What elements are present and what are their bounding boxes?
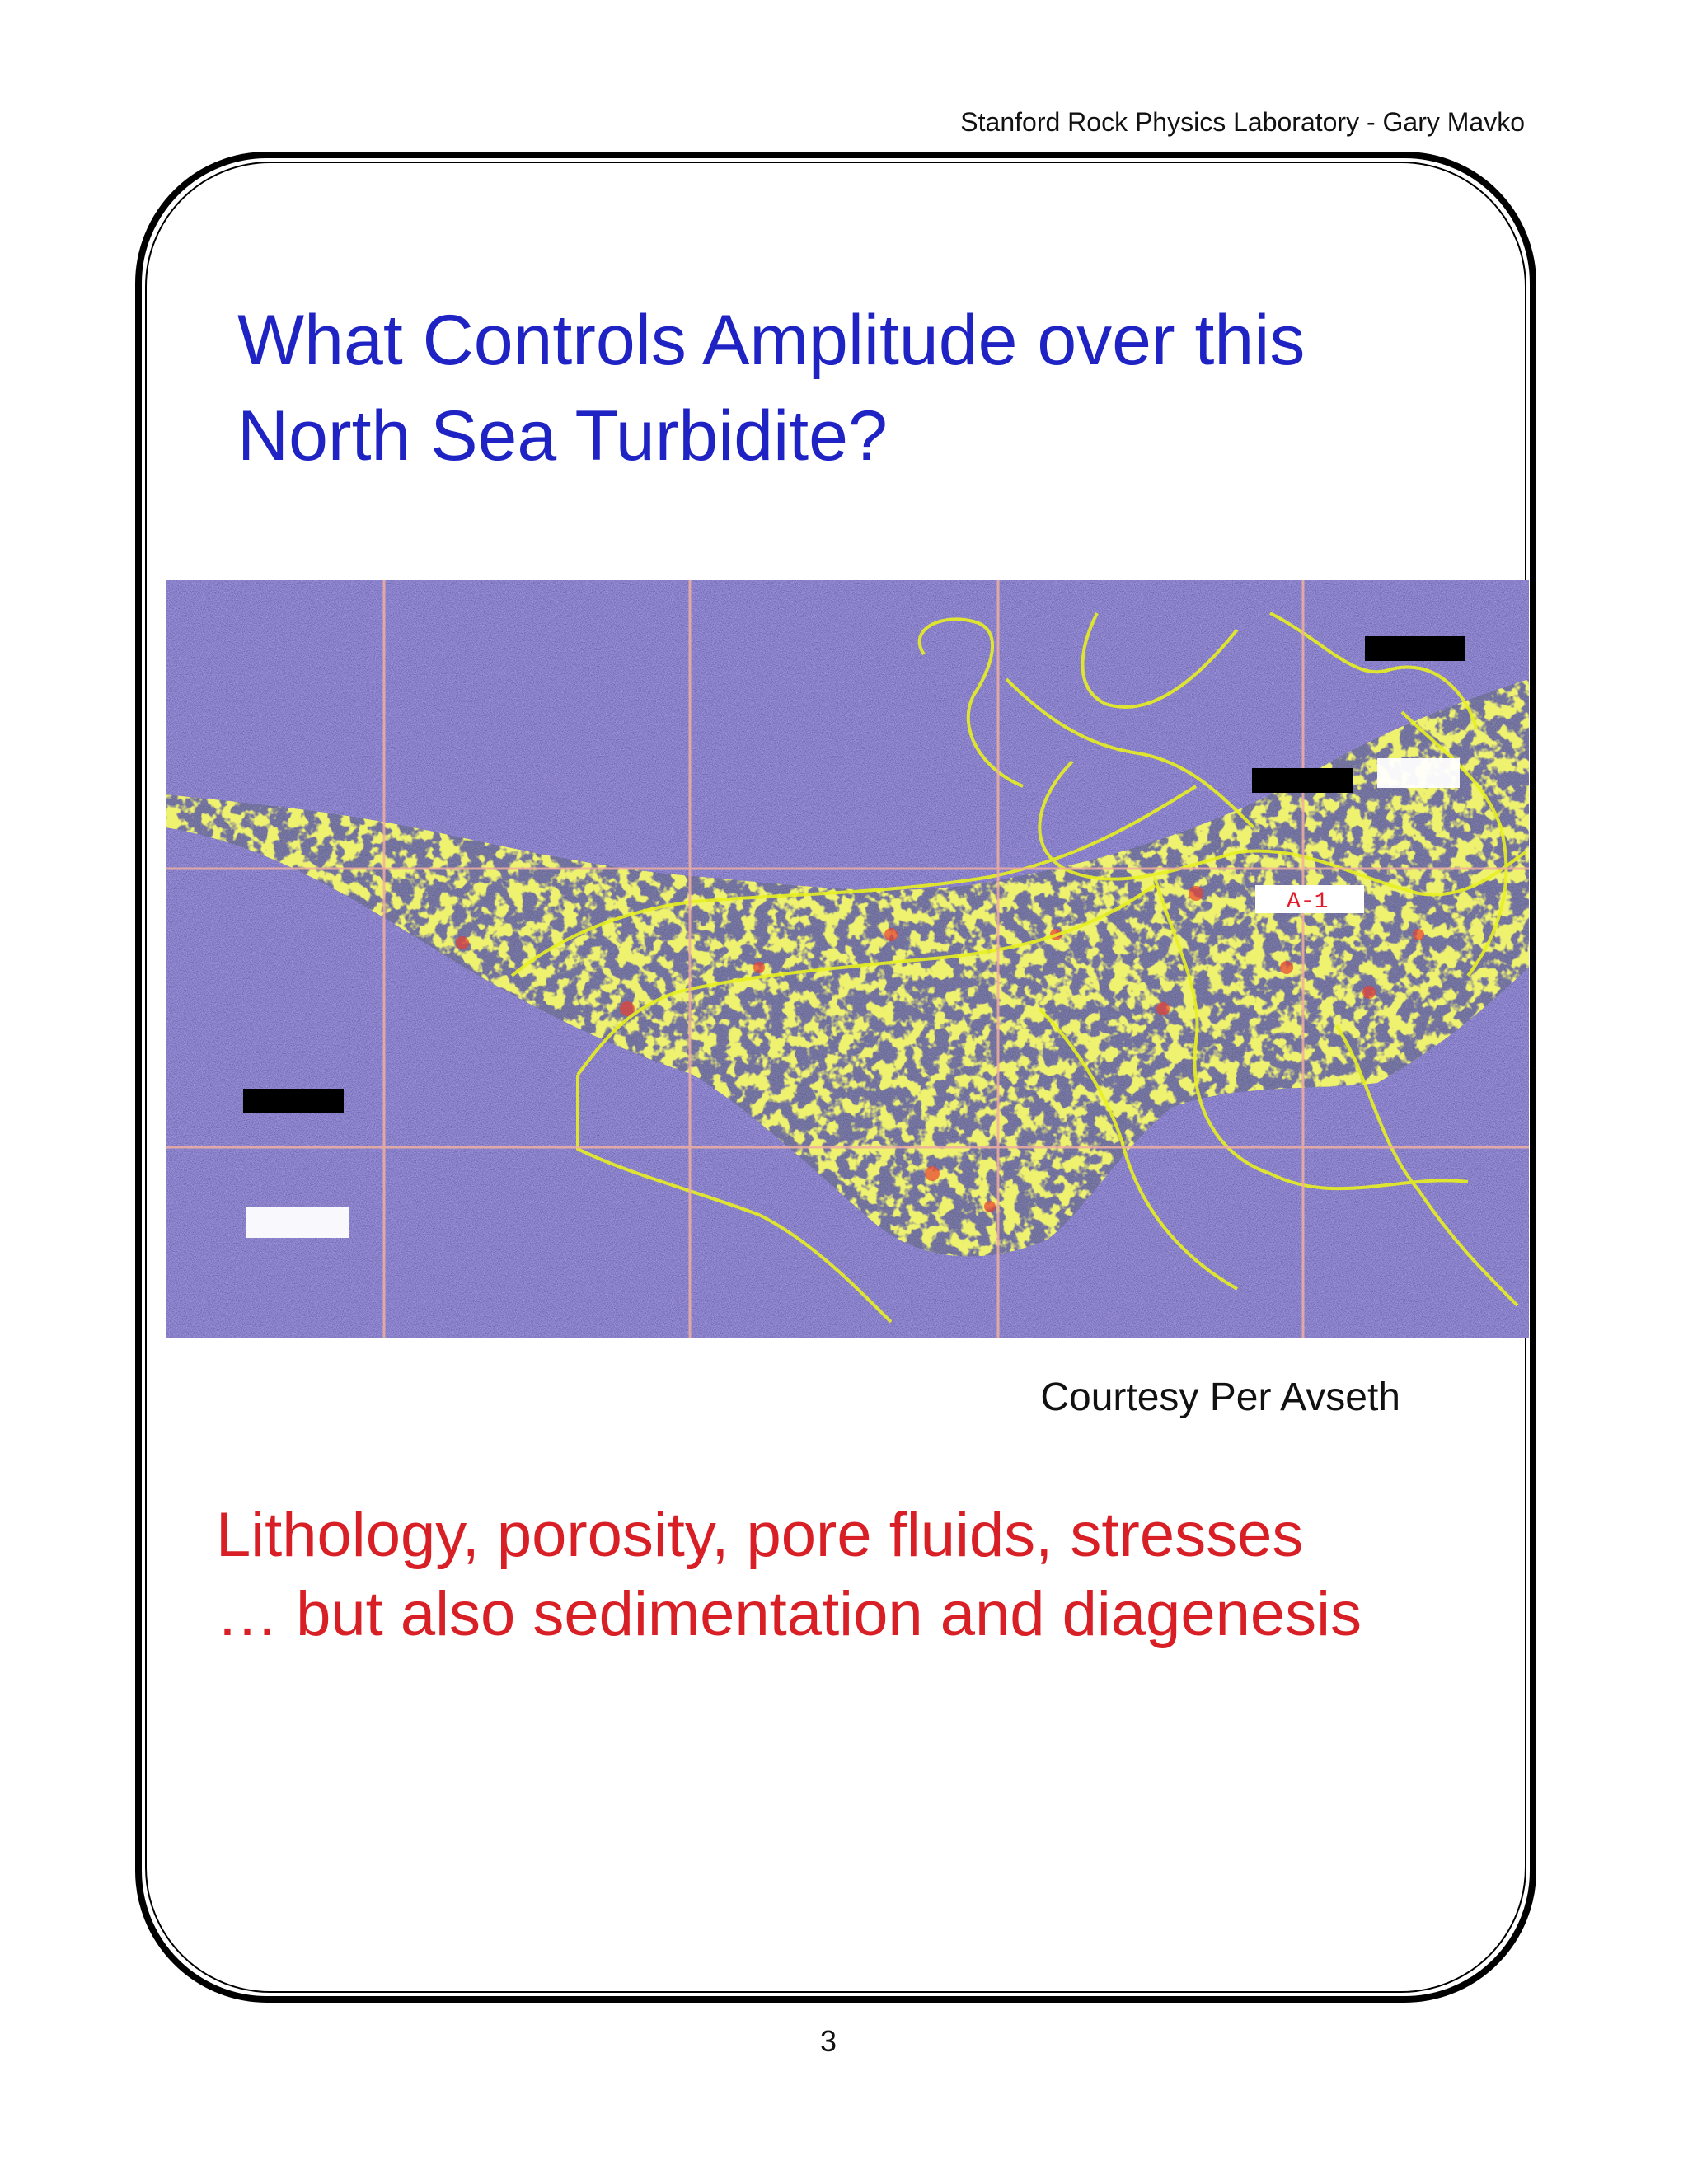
seismic-amplitude-map <box>166 580 1529 1338</box>
slide-answer-line-2: … but also sedimentation and diagenesis <box>216 1579 1362 1649</box>
slide-answer-line-1: Lithology, porosity, pore fluids, stresses <box>216 1500 1304 1570</box>
slide-title-line-1: What Controls Amplitude over this <box>237 301 1306 380</box>
slide-title-line-2: North Sea Turbidite? <box>237 396 888 476</box>
page-header: Stanford Rock Physics Laboratory - Gary Mavko <box>960 107 1525 137</box>
slide-answer <box>216 1496 1502 1654</box>
figure-credit: Courtesy Per Avseth <box>1040 1376 1400 1419</box>
slide-title <box>237 293 1523 484</box>
well-label-a1: A-1 <box>1287 889 1329 915</box>
page-number: 3 <box>819 2024 837 2058</box>
